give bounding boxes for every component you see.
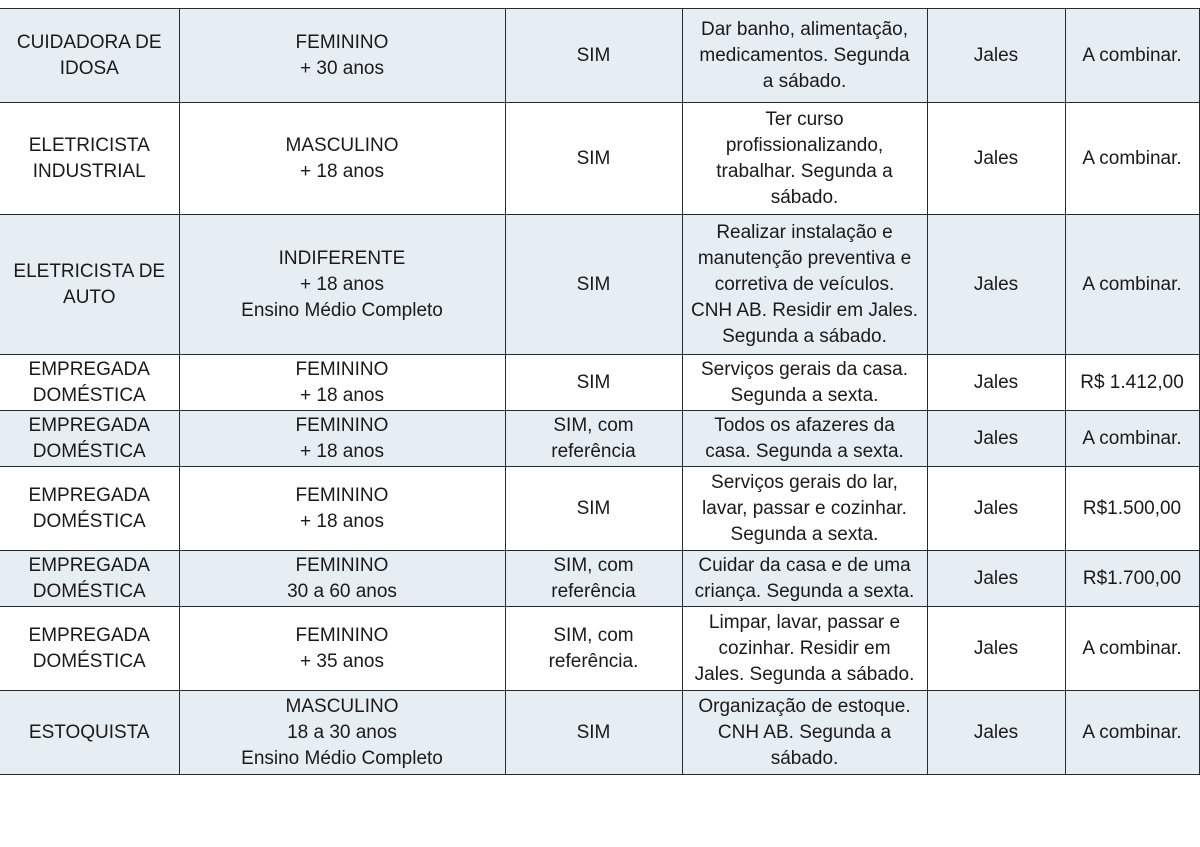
vacancy-experience-line: SIM, com [553, 554, 634, 576]
vacancy-description-line: Segunda a sexta. [730, 384, 879, 406]
vacancy-profile-cell [179, 215, 505, 355]
vacancy-profile-cell [179, 551, 505, 607]
vacancy-role-line: INDUSTRIAL [32, 160, 146, 182]
vacancy-role-cell [0, 467, 179, 551]
vacancy-description-line: Organização de estoque. [698, 695, 911, 717]
vacancy-experience-cell [505, 467, 682, 551]
vacancy-profile-line: FEMININO [295, 414, 389, 436]
vacancy-description-line: criança. Segunda a sexta. [694, 580, 915, 602]
vacancy-description-line: Serviços gerais do lar, [711, 471, 898, 493]
vacancy-salary-cell [1065, 607, 1199, 691]
vacancy-profile-line: Ensino Médio Completo [241, 747, 443, 769]
vacancy-role-line: DOMÉSTICA [32, 650, 146, 672]
vacancy-salary-text: A combinar. [1082, 273, 1182, 295]
vacancy-experience-line: referência [551, 440, 636, 462]
vacancy-profile-line: FEMININO [295, 624, 389, 646]
vacancy-role-line: EMPREGADA [28, 624, 150, 646]
vacancy-experience-line: SIM [576, 44, 611, 66]
vacancy-salary-text: R$1.500,00 [1082, 497, 1182, 519]
vacancy-experience-line: SIM [576, 371, 611, 393]
vacancy-role-line: CUIDADORA DE [16, 31, 162, 53]
vacancy-city-text: Jales [973, 371, 1019, 393]
vacancy-role-line: DOMÉSTICA [32, 510, 146, 532]
vacancy-city-cell [927, 9, 1065, 103]
vacancy-role-cell [0, 691, 179, 775]
vacancy-experience-cell [505, 9, 682, 103]
vacancy-role-line: DOMÉSTICA [32, 580, 146, 602]
vacancy-experience-line: referência [551, 580, 636, 602]
vacancy-profile-line: + 18 anos [300, 384, 384, 406]
vacancy-city-text: Jales [973, 147, 1019, 169]
vacancy-city-cell [927, 411, 1065, 467]
vacancy-description-cell [682, 551, 927, 607]
vacancy-city-cell [927, 691, 1065, 775]
vacancy-profile-line: MASCULINO [285, 695, 399, 717]
table-row [0, 467, 1199, 551]
vacancy-profile-line: FEMININO [295, 484, 389, 506]
vacancy-experience-line: SIM [576, 147, 611, 169]
vacancy-role-cell [0, 551, 179, 607]
vacancy-profile-line: FEMININO [295, 554, 389, 576]
vacancy-salary-text: A combinar. [1082, 147, 1182, 169]
vacancy-salary-cell [1065, 467, 1199, 551]
vacancy-description-line: casa. Segunda a sexta. [705, 440, 904, 462]
vacancy-role-line: EMPREGADA [28, 414, 150, 436]
table-row [0, 9, 1199, 103]
vacancy-experience-line: referência. [548, 650, 639, 672]
vacancy-experience-cell [505, 607, 682, 691]
vacancy-role-line: AUTO [63, 286, 116, 308]
vacancy-description-cell [682, 9, 927, 103]
vacancy-profile-cell [179, 691, 505, 775]
vacancy-description-line: Realizar instalação e [716, 221, 893, 243]
vacancy-experience-cell [505, 691, 682, 775]
vacancy-profile-line: 30 a 60 anos [287, 580, 397, 602]
vacancy-city-text: Jales [973, 567, 1019, 589]
vacancy-description-line: Serviços gerais da casa. [701, 358, 908, 380]
vacancy-role-line: EMPREGADA [28, 358, 150, 380]
table-row [0, 103, 1199, 215]
vacancy-city-cell [927, 215, 1065, 355]
vacancy-salary-cell [1065, 103, 1199, 215]
vacancy-profile-line: + 18 anos [300, 440, 384, 462]
vacancy-role-cell [0, 9, 179, 103]
vacancy-profile-line: FEMININO [295, 358, 389, 380]
vacancy-description-line: sábado. [770, 186, 839, 208]
vacancy-description-line: cozinhar. Residir em [718, 637, 891, 659]
table-row [0, 607, 1199, 691]
vacancy-experience-cell [505, 551, 682, 607]
vacancy-profile-line: MASCULINO [285, 134, 399, 156]
vacancy-profile-cell [179, 9, 505, 103]
vacancy-description-line: trabalhar. Segunda a [716, 160, 893, 182]
vacancy-role-line: DOMÉSTICA [32, 440, 146, 462]
vacancy-description-cell [682, 215, 927, 355]
vacancy-description-line: CNH AB. Segunda a [717, 721, 892, 743]
vacancy-description-line: CNH AB. Residir em Jales. [690, 299, 918, 321]
vacancy-experience-cell [505, 355, 682, 411]
vacancy-description-cell [682, 607, 927, 691]
vacancy-role-line: IDOSA [59, 57, 119, 79]
vacancy-role-cell [0, 215, 179, 355]
vacancy-city-cell [927, 467, 1065, 551]
vacancy-description-cell [682, 467, 927, 551]
vacancy-experience-line: SIM, com [553, 414, 634, 436]
vacancy-salary-cell [1065, 551, 1199, 607]
vacancy-experience-line: SIM [576, 273, 611, 295]
vacancy-description-line: Jales. Segunda a sábado. [694, 663, 915, 685]
vacancy-profile-line: 18 a 30 anos [287, 721, 397, 743]
vacancy-profile-line: + 18 anos [300, 160, 384, 182]
vacancy-role-cell [0, 607, 179, 691]
vacancy-experience-line: SIM [576, 497, 611, 519]
vacancy-profile-cell [179, 411, 505, 467]
vacancy-salary-text: A combinar. [1082, 44, 1182, 66]
vacancy-description-cell [682, 355, 927, 411]
vacancy-description-line: Limpar, lavar, passar e [708, 611, 901, 633]
vacancy-experience-cell [505, 411, 682, 467]
vacancy-role-cell [0, 103, 179, 215]
vacancy-experience-cell [505, 215, 682, 355]
vacancy-description-line: Dar banho, alimentação, [700, 18, 908, 40]
vacancy-city-text: Jales [973, 273, 1019, 295]
vacancy-salary-cell [1065, 215, 1199, 355]
vacancy-description-line: a sábado. [762, 70, 847, 92]
vacancy-role-line: EMPREGADA [28, 554, 150, 576]
vacancy-role-line: DOMÉSTICA [32, 384, 146, 406]
vacancy-description-line: lavar, passar e cozinhar. [702, 497, 907, 519]
vacancy-profile-cell [179, 607, 505, 691]
table-row [0, 411, 1199, 467]
vacancy-description-line: manutenção preventiva e [697, 247, 912, 269]
job-vacancies-table [0, 8, 1200, 775]
vacancy-city-text: Jales [973, 721, 1019, 743]
vacancy-city-text: Jales [973, 497, 1019, 519]
vacancy-salary-text: A combinar. [1082, 637, 1182, 659]
vacancy-city-text: Jales [973, 637, 1019, 659]
vacancy-salary-text: A combinar. [1082, 427, 1182, 449]
vacancy-description-line: Todos os afazeres da [714, 414, 895, 436]
vacancy-profile-cell [179, 355, 505, 411]
vacancy-description-line: Segunda a sábado. [722, 325, 887, 347]
vacancy-profile-line: + 30 anos [300, 57, 384, 79]
vacancy-profile-line: FEMININO [295, 31, 389, 53]
vacancy-city-cell [927, 607, 1065, 691]
vacancy-description-cell [682, 411, 927, 467]
vacancy-salary-cell [1065, 691, 1199, 775]
vacancy-experience-cell [505, 103, 682, 215]
vacancy-description-line: medicamentos. Segunda [699, 44, 910, 66]
vacancy-city-text: Jales [973, 44, 1019, 66]
vacancy-description-line: Segunda a sexta. [730, 523, 879, 545]
vacancy-salary-cell [1065, 9, 1199, 103]
vacancy-role-cell [0, 355, 179, 411]
vacancy-description-line: Cuidar da casa e de uma [698, 554, 911, 576]
vacancy-city-cell [927, 355, 1065, 411]
vacancy-description-line: Ter curso [765, 108, 844, 130]
vacancy-description-line: profissionalizando, [725, 134, 884, 156]
vacancy-profile-cell [179, 467, 505, 551]
vacancy-role-line: EMPREGADA [28, 484, 150, 506]
vacancy-description-line: corretiva de veículos. [714, 273, 895, 295]
table-row [0, 691, 1199, 775]
table-row [0, 215, 1199, 355]
vacancy-salary-text: R$1.700,00 [1082, 567, 1182, 589]
vacancy-city-cell [927, 551, 1065, 607]
vacancy-profile-line: Ensino Médio Completo [241, 299, 443, 321]
vacancy-experience-line: SIM [576, 721, 611, 743]
vacancy-profile-line: + 18 anos [300, 510, 384, 532]
vacancy-city-cell [927, 103, 1065, 215]
vacancy-description-cell [682, 691, 927, 775]
vacancy-profile-line: + 18 anos [300, 273, 384, 295]
vacancy-role-line: ESTOQUISTA [28, 721, 150, 743]
vacancy-role-cell [0, 411, 179, 467]
vacancy-city-text: Jales [973, 427, 1019, 449]
vacancy-profile-line: + 35 anos [300, 650, 384, 672]
vacancy-salary-text: R$ 1.412,00 [1080, 371, 1184, 393]
job-rows [0, 9, 1199, 775]
vacancy-profile-line: INDIFERENTE [278, 247, 406, 269]
table-row [0, 551, 1199, 607]
table-row [0, 355, 1199, 411]
vacancy-description-line: sábado. [770, 747, 839, 769]
vacancy-role-line: ELETRICISTA DE [13, 260, 166, 282]
vacancy-salary-cell [1065, 411, 1199, 467]
vacancy-role-line: ELETRICISTA [28, 134, 150, 156]
vacancy-salary-text: A combinar. [1082, 721, 1182, 743]
vacancy-experience-line: SIM, com [553, 624, 634, 646]
vacancy-profile-cell [179, 103, 505, 215]
vacancy-description-cell [682, 103, 927, 215]
vacancy-salary-cell [1065, 355, 1199, 411]
